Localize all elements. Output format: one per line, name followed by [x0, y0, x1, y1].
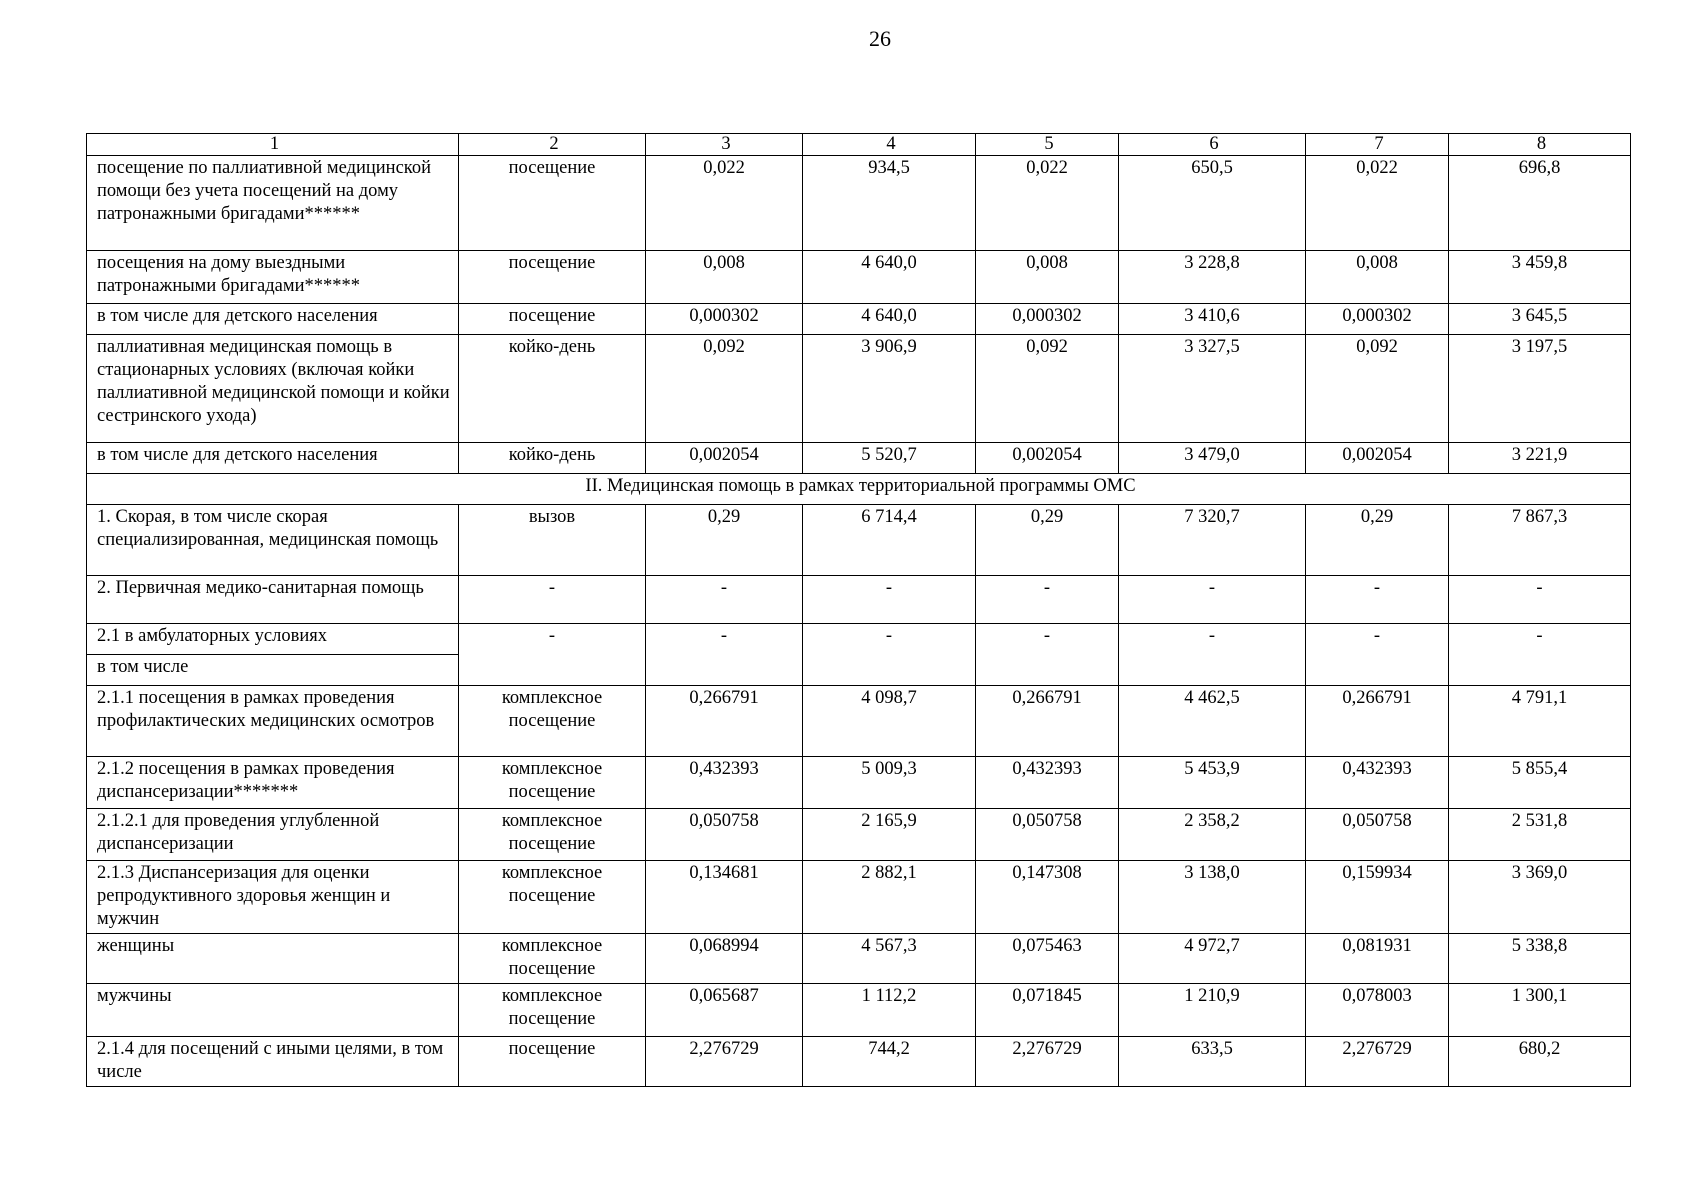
column-number: 4 [803, 134, 976, 156]
row-name: 1. Скорая, в том числе скорая специализированная, медицинская помощь [87, 505, 459, 576]
value-cell: 696,8 [1449, 156, 1631, 251]
unit-cell: посещение [459, 304, 646, 335]
column-number: 6 [1119, 134, 1306, 156]
value-cell: 0,008 [1306, 251, 1449, 304]
value-cell: 2,276729 [646, 1037, 803, 1087]
value-cell: 0,29 [976, 505, 1119, 576]
value-cell: 4 567,3 [803, 934, 976, 984]
value-cell: 1 300,1 [1449, 984, 1631, 1037]
value-cell: - [1449, 576, 1631, 624]
table-row [87, 335, 1631, 443]
value-cell: 0,078003 [1306, 984, 1449, 1037]
value-cell: 0,092 [976, 335, 1119, 443]
value-cell: 2,276729 [976, 1037, 1119, 1087]
unit-cell: посещение [459, 156, 646, 251]
value-cell: 0,068994 [646, 934, 803, 984]
value-cell: 0,432393 [976, 757, 1119, 809]
value-cell: 0,050758 [1306, 809, 1449, 861]
value-cell: 3 327,5 [1119, 335, 1306, 443]
unit-cell: комплексное посещение [459, 934, 646, 984]
column-number: 2 [459, 134, 646, 156]
table-row [87, 934, 1631, 984]
value-cell: 0,050758 [646, 809, 803, 861]
value-cell: 5 009,3 [803, 757, 976, 809]
value-cell: 3 197,5 [1449, 335, 1631, 443]
value-cell: 0,022 [1306, 156, 1449, 251]
table-row [87, 861, 1631, 934]
table-row [87, 757, 1631, 809]
row-name: 2.1.1 посещения в рамках проведения профилактических медицинских осмотров [87, 686, 459, 757]
value-cell: 0,134681 [646, 861, 803, 934]
value-cell: 6 714,4 [803, 505, 976, 576]
row-name: 2.1 в амбулаторных условиях [87, 624, 459, 655]
value-cell: 3 645,5 [1449, 304, 1631, 335]
row-name: 2.1.3 Диспансеризация для оценки репродуктивного здоровья женщин и мужчин [87, 861, 459, 934]
table-row [87, 809, 1631, 861]
value-cell: 4 640,0 [803, 304, 976, 335]
value-cell: 2 531,8 [1449, 809, 1631, 861]
unit-cell: комплексное посещение [459, 984, 646, 1037]
value-cell: 0,29 [1306, 505, 1449, 576]
value-cell: 650,5 [1119, 156, 1306, 251]
table-row [87, 1037, 1631, 1087]
tariff-table [86, 133, 1631, 1087]
value-cell: 4 972,7 [1119, 934, 1306, 984]
value-cell: - [646, 576, 803, 624]
value-cell: 3 459,8 [1449, 251, 1631, 304]
row-name: мужчины [87, 984, 459, 1037]
value-cell: 0,050758 [976, 809, 1119, 861]
unit-cell: комплексное посещение [459, 809, 646, 861]
value-cell: 3 906,9 [803, 335, 976, 443]
value-cell: 0,266791 [976, 686, 1119, 757]
column-number: 1 [87, 134, 459, 156]
value-cell: - [803, 624, 976, 686]
value-cell: - [1306, 576, 1449, 624]
value-cell: - [976, 624, 1119, 686]
unit-cell: комплексное посещение [459, 686, 646, 757]
table-row [87, 443, 1631, 474]
value-cell: 0,075463 [976, 934, 1119, 984]
row-name: 2.1.4 для посещений с иными целями, в том числе [87, 1037, 459, 1087]
unit-cell: посещение [459, 1037, 646, 1087]
column-number: 3 [646, 134, 803, 156]
value-cell: 0,000302 [646, 304, 803, 335]
value-cell: 3 479,0 [1119, 443, 1306, 474]
value-cell: - [646, 624, 803, 686]
value-cell: 2 165,9 [803, 809, 976, 861]
column-number: 5 [976, 134, 1119, 156]
row-name: паллиативная медицинская помощь в стационарных условиях (включая койки паллиативной медицинской помощи и койки сестринского ухода) [87, 335, 459, 443]
value-cell: 0,29 [646, 505, 803, 576]
value-cell: 680,2 [1449, 1037, 1631, 1087]
unit-cell: комплексное посещение [459, 757, 646, 809]
section-title: II. Медицинская помощь в рамках территориальной программы ОМС [87, 474, 1631, 505]
column-number-row [87, 134, 1631, 156]
value-cell: 0,008 [646, 251, 803, 304]
value-cell: 0,002054 [976, 443, 1119, 474]
page-number: 26 [869, 26, 891, 51]
unit-cell: - [459, 576, 646, 624]
value-cell: 3 369,0 [1449, 861, 1631, 934]
value-cell: 5 338,8 [1449, 934, 1631, 984]
value-cell: 3 138,0 [1119, 861, 1306, 934]
value-cell: - [1119, 624, 1306, 686]
value-cell: 0,081931 [1306, 934, 1449, 984]
row-name: 2. Первичная медико-санитарная помощь [87, 576, 459, 624]
unit-cell: койко-день [459, 443, 646, 474]
value-cell: 0,002054 [1306, 443, 1449, 474]
value-cell: 7 320,7 [1119, 505, 1306, 576]
value-cell: 4 791,1 [1449, 686, 1631, 757]
table-row [87, 505, 1631, 576]
unit-cell: - [459, 624, 646, 686]
value-cell: 1 112,2 [803, 984, 976, 1037]
value-cell: - [803, 576, 976, 624]
value-cell: 3 221,9 [1449, 443, 1631, 474]
value-cell: 0,022 [646, 156, 803, 251]
value-cell: 3 410,6 [1119, 304, 1306, 335]
table-row [87, 984, 1631, 1037]
value-cell: - [1119, 576, 1306, 624]
value-cell: 0,092 [646, 335, 803, 443]
value-cell: 0,071845 [976, 984, 1119, 1037]
value-cell: 0,002054 [646, 443, 803, 474]
table-row [87, 304, 1631, 335]
value-cell: 2,276729 [1306, 1037, 1449, 1087]
row-name: 2.1.2.1 для проведения углубленной диспансеризации [87, 809, 459, 861]
value-cell: 0,022 [976, 156, 1119, 251]
column-number: 8 [1449, 134, 1631, 156]
row-name: посещение по паллиативной медицинской помощи без учета посещений на дому патронажными бригадами****** [87, 156, 459, 251]
row-name: женщины [87, 934, 459, 984]
value-cell: 633,5 [1119, 1037, 1306, 1087]
value-cell: 7 867,3 [1449, 505, 1631, 576]
section-row [87, 474, 1631, 505]
value-cell: 0,000302 [976, 304, 1119, 335]
unit-cell: вызов [459, 505, 646, 576]
row-name: в том числе для детского населения [87, 304, 459, 335]
value-cell: - [1306, 624, 1449, 686]
value-cell: 4 640,0 [803, 251, 976, 304]
row-name: посещения на дому выездными патронажными бригадами****** [87, 251, 459, 304]
value-cell: 0,008 [976, 251, 1119, 304]
value-cell: 3 228,8 [1119, 251, 1306, 304]
row-name: 2.1.2 посещения в рамках проведения диспансеризации******* [87, 757, 459, 809]
value-cell: 4 462,5 [1119, 686, 1306, 757]
table-row [87, 686, 1631, 757]
value-cell: 0,000302 [1306, 304, 1449, 335]
value-cell: 0,432393 [1306, 757, 1449, 809]
value-cell: 0,266791 [1306, 686, 1449, 757]
row-name: в том числе [87, 655, 459, 686]
value-cell: 2 358,2 [1119, 809, 1306, 861]
value-cell: 934,5 [803, 156, 976, 251]
value-cell: - [1449, 624, 1631, 686]
value-cell: - [976, 576, 1119, 624]
unit-cell: комплексное посещение [459, 861, 646, 934]
unit-cell: койко-день [459, 335, 646, 443]
value-cell: 2 882,1 [803, 861, 976, 934]
row-name: в том числе для детского населения [87, 443, 459, 474]
value-cell: 5 453,9 [1119, 757, 1306, 809]
value-cell: 0,092 [1306, 335, 1449, 443]
value-cell: 4 098,7 [803, 686, 976, 757]
value-cell: 0,432393 [646, 757, 803, 809]
table-row [87, 624, 1631, 655]
value-cell: 744,2 [803, 1037, 976, 1087]
value-cell: 0,065687 [646, 984, 803, 1037]
table-row [87, 576, 1631, 624]
value-cell: 0,159934 [1306, 861, 1449, 934]
column-number: 7 [1306, 134, 1449, 156]
value-cell: 0,147308 [976, 861, 1119, 934]
value-cell: 1 210,9 [1119, 984, 1306, 1037]
table-row [87, 156, 1631, 251]
unit-cell: посещение [459, 251, 646, 304]
value-cell: 5 855,4 [1449, 757, 1631, 809]
value-cell: 0,266791 [646, 686, 803, 757]
value-cell: 5 520,7 [803, 443, 976, 474]
table-row [87, 251, 1631, 304]
